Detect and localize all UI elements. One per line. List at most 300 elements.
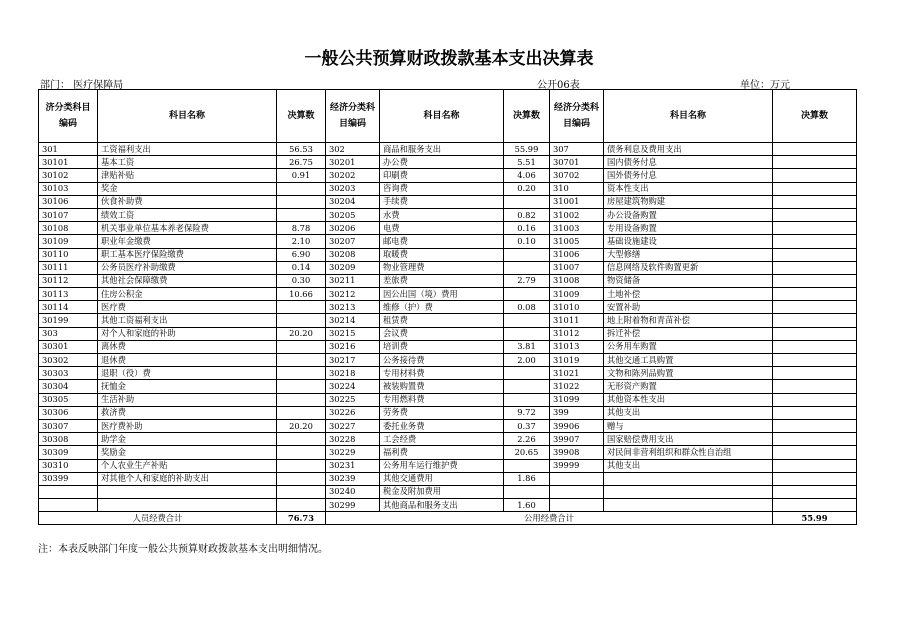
cell-amount-3 — [773, 222, 857, 235]
cell-name-3 — [604, 485, 773, 498]
personnel-total-value: 76.73 — [277, 512, 326, 525]
cell-code-1: 30301 — [39, 340, 98, 353]
cell-amount-3 — [773, 327, 857, 340]
cell-name-3: 安置补助 — [604, 301, 773, 314]
header-code-3: 经济分类科目编码 — [550, 90, 604, 143]
cell-code-3: 399 — [550, 406, 604, 419]
cell-name-2: 公务接待费 — [380, 354, 504, 367]
table-row — [39, 472, 857, 485]
cell-amount-1 — [277, 446, 326, 459]
cell-amount-3 — [773, 367, 857, 380]
cell-name-1: 救济费 — [98, 406, 277, 419]
cell-code-3: 30702 — [550, 169, 604, 182]
cell-code-1: 30108 — [39, 222, 98, 235]
cell-name-1: 伙食补助费 — [98, 195, 277, 208]
cell-code-1: 30308 — [39, 433, 98, 446]
cell-name-1: 退职（役）费 — [98, 367, 277, 380]
table-row — [39, 301, 857, 314]
cell-code-1: 30310 — [39, 459, 98, 472]
cell-amount-1 — [277, 406, 326, 419]
cell-amount-1: 56.53 — [277, 143, 326, 156]
cell-amount-2 — [504, 288, 550, 301]
cell-code-2: 30207 — [326, 235, 380, 248]
cell-name-2: 公务用车运行维护费 — [380, 459, 504, 472]
cell-code-3: 39999 — [550, 459, 604, 472]
public-total-label: 公用经费合计 — [326, 512, 773, 525]
cell-code-3: 310 — [550, 182, 604, 195]
cell-code-2: 30213 — [326, 301, 380, 314]
cell-amount-2: 5.51 — [504, 156, 550, 169]
cell-code-2: 30229 — [326, 446, 380, 459]
cell-amount-1 — [277, 195, 326, 208]
cell-amount-2: 4.06 — [504, 169, 550, 182]
cell-name-1: 退休费 — [98, 354, 277, 367]
cell-code-1 — [39, 499, 98, 512]
cell-code-3: 31005 — [550, 235, 604, 248]
table-note: 注：本表反映部门年度一般公共预算财政拨款基本支出明细情况。 — [38, 544, 328, 555]
header-code-1: 济分类科目编码 — [39, 90, 98, 143]
cell-amount-1 — [277, 472, 326, 485]
cell-code-1 — [39, 485, 98, 498]
cell-name-3 — [604, 472, 773, 485]
cell-code-1: 30106 — [39, 195, 98, 208]
cell-amount-2: 0.37 — [504, 419, 550, 432]
cell-name-3: 其他支出 — [604, 459, 773, 472]
cell-amount-2: 2.26 — [504, 433, 550, 446]
header-name-3: 科目名称 — [604, 90, 773, 143]
cell-name-1: 助学金 — [98, 433, 277, 446]
cell-code-2: 30231 — [326, 459, 380, 472]
cell-code-2: 30218 — [326, 367, 380, 380]
header-amount-2: 决算数 — [504, 90, 550, 143]
cell-code-2: 30212 — [326, 288, 380, 301]
cell-amount-3 — [773, 143, 857, 156]
header-row — [39, 90, 857, 143]
cell-code-1: 30306 — [39, 406, 98, 419]
cell-code-2: 30228 — [326, 433, 380, 446]
cell-amount-1 — [277, 314, 326, 327]
table-row — [39, 208, 857, 221]
table-row — [39, 274, 857, 287]
cell-code-2: 30216 — [326, 340, 380, 353]
cell-name-3: 国家赔偿费用支出 — [604, 433, 773, 446]
cell-amount-1 — [277, 485, 326, 498]
cell-amount-1: 8.78 — [277, 222, 326, 235]
page-title: 一般公共预算财政拨款基本支出决算表 — [304, 49, 594, 69]
cell-code-1: 301 — [39, 143, 98, 156]
cell-code-1: 30114 — [39, 301, 98, 314]
cell-code-1: 30113 — [39, 288, 98, 301]
cell-code-2: 30226 — [326, 406, 380, 419]
cell-amount-2: 0.82 — [504, 208, 550, 221]
cell-amount-1 — [277, 459, 326, 472]
cell-amount-2 — [504, 393, 550, 406]
cell-code-3: 30701 — [550, 156, 604, 169]
cell-name-3: 其他资本性支出 — [604, 393, 773, 406]
cell-code-2: 30239 — [326, 472, 380, 485]
cell-name-2: 其他交通费用 — [380, 472, 504, 485]
header-amount-1: 决算数 — [277, 90, 326, 143]
cell-name-2: 差旅费 — [380, 274, 504, 287]
cell-amount-3 — [773, 459, 857, 472]
table-row — [39, 499, 857, 512]
cell-name-2: 电费 — [380, 222, 504, 235]
cell-name-1: 抚恤金 — [98, 380, 277, 393]
cell-amount-3 — [773, 499, 857, 512]
cell-name-3: 其他支出 — [604, 406, 773, 419]
cell-name-3: 大型修缮 — [604, 248, 773, 261]
header-name-1: 科目名称 — [98, 90, 277, 143]
cell-name-3: 信息网络及软件购置更新 — [604, 261, 773, 274]
table-row — [39, 354, 857, 367]
cell-amount-2 — [504, 327, 550, 340]
cell-amount-1: 26.75 — [277, 156, 326, 169]
cell-amount-3 — [773, 446, 857, 459]
header-name-2: 科目名称 — [380, 90, 504, 143]
cell-name-1: 住房公积金 — [98, 288, 277, 301]
cell-code-2: 30240 — [326, 485, 380, 498]
cell-amount-2: 0.10 — [504, 235, 550, 248]
public-total-value: 55.99 — [773, 512, 857, 525]
cell-name-2: 邮电费 — [380, 235, 504, 248]
unit-label: 单位：万元 — [740, 80, 790, 91]
table-row — [39, 182, 857, 195]
cell-name-2: 咨询费 — [380, 182, 504, 195]
cell-amount-3 — [773, 288, 857, 301]
cell-amount-2: 0.20 — [504, 182, 550, 195]
cell-name-3 — [604, 499, 773, 512]
cell-code-1: 30103 — [39, 182, 98, 195]
cell-code-1: 30304 — [39, 380, 98, 393]
cell-name-1: 对个人和家庭的补助 — [98, 327, 277, 340]
cell-name-3: 公务用车购置 — [604, 340, 773, 353]
table-row — [39, 261, 857, 274]
cell-amount-1: 0.91 — [277, 169, 326, 182]
table-row — [39, 419, 857, 432]
cell-name-3: 债务利息及费用支出 — [604, 143, 773, 156]
cell-code-3: 31013 — [550, 340, 604, 353]
cell-name-2: 取暖费 — [380, 248, 504, 261]
cell-name-3: 赠与 — [604, 419, 773, 432]
cell-name-2: 委托业务费 — [380, 419, 504, 432]
table-row — [39, 327, 857, 340]
cell-name-1: 生活补助 — [98, 393, 277, 406]
cell-code-1: 30111 — [39, 261, 98, 274]
cell-name-2: 商品和服务支出 — [380, 143, 504, 156]
cell-code-3: 31009 — [550, 288, 604, 301]
cell-code-3 — [550, 472, 604, 485]
cell-amount-3 — [773, 485, 857, 498]
cell-name-3: 国内债务付息 — [604, 156, 773, 169]
table-row — [39, 156, 857, 169]
cell-code-3: 31011 — [550, 314, 604, 327]
cell-amount-1 — [277, 367, 326, 380]
cell-code-2: 30224 — [326, 380, 380, 393]
cell-code-3: 307 — [550, 143, 604, 156]
cell-name-1: 奖励金 — [98, 446, 277, 459]
cell-amount-1 — [277, 340, 326, 353]
cell-name-1: 绩效工资 — [98, 208, 277, 221]
cell-name-3: 无形资产购置 — [604, 380, 773, 393]
cell-amount-2: 20.65 — [504, 446, 550, 459]
cell-code-1: 30303 — [39, 367, 98, 380]
cell-name-1: 个人农业生产补贴 — [98, 459, 277, 472]
cell-code-3: 31002 — [550, 208, 604, 221]
table-row — [39, 169, 857, 182]
cell-code-2: 30299 — [326, 499, 380, 512]
cell-code-3: 31019 — [550, 354, 604, 367]
cell-amount-2: 2.79 — [504, 274, 550, 287]
cell-amount-3 — [773, 340, 857, 353]
cell-amount-1 — [277, 433, 326, 446]
cell-name-1: 对其他个人和家庭的补助支出 — [98, 472, 277, 485]
cell-name-3: 土地补偿 — [604, 288, 773, 301]
cell-name-3: 地上附着物和青苗补偿 — [604, 314, 773, 327]
cell-name-1: 离休费 — [98, 340, 277, 353]
cell-amount-3 — [773, 169, 857, 182]
cell-code-2: 30217 — [326, 354, 380, 367]
cell-amount-1 — [277, 499, 326, 512]
cell-amount-3 — [773, 433, 857, 446]
cell-amount-1: 20.20 — [277, 327, 326, 340]
cell-amount-3 — [773, 301, 857, 314]
cell-code-1: 30199 — [39, 314, 98, 327]
cell-code-3: 31022 — [550, 380, 604, 393]
cell-name-2: 手续费 — [380, 195, 504, 208]
cell-name-2: 水费 — [380, 208, 504, 221]
cell-amount-3 — [773, 261, 857, 274]
cell-amount-2 — [504, 195, 550, 208]
cell-code-1: 30112 — [39, 274, 98, 287]
cell-name-1: 医疗费补助 — [98, 419, 277, 432]
table-row — [39, 314, 857, 327]
cell-name-3: 物资储备 — [604, 274, 773, 287]
cell-code-2: 30204 — [326, 195, 380, 208]
cell-amount-2 — [504, 248, 550, 261]
cell-code-2: 30205 — [326, 208, 380, 221]
cell-name-2: 因公出国（境）费用 — [380, 288, 504, 301]
cell-name-2: 会议费 — [380, 327, 504, 340]
cell-code-2: 30201 — [326, 156, 380, 169]
cell-name-2: 被装购置费 — [380, 380, 504, 393]
cell-code-1: 30109 — [39, 235, 98, 248]
personnel-total-label: 人员经费合计 — [39, 512, 277, 525]
cell-code-3: 31021 — [550, 367, 604, 380]
cell-amount-3 — [773, 314, 857, 327]
cell-name-2: 福利费 — [380, 446, 504, 459]
cell-name-1: 职业年金缴费 — [98, 235, 277, 248]
cell-amount-3 — [773, 406, 857, 419]
cell-code-3: 31010 — [550, 301, 604, 314]
cell-code-2: 30215 — [326, 327, 380, 340]
table-row — [39, 406, 857, 419]
cell-code-3: 39906 — [550, 419, 604, 432]
cell-name-1: 医疗费 — [98, 301, 277, 314]
cell-amount-2 — [504, 367, 550, 380]
cell-code-3: 31099 — [550, 393, 604, 406]
table-row — [39, 367, 857, 380]
cell-code-3: 39907 — [550, 433, 604, 446]
cell-amount-2 — [504, 485, 550, 498]
cell-amount-1 — [277, 208, 326, 221]
cell-amount-2: 2.00 — [504, 354, 550, 367]
table-row — [39, 393, 857, 406]
cell-code-2: 30208 — [326, 248, 380, 261]
cell-amount-3 — [773, 235, 857, 248]
cell-code-2: 302 — [326, 143, 380, 156]
cell-amount-2: 0.16 — [504, 222, 550, 235]
cell-code-2: 30211 — [326, 274, 380, 287]
table-row — [39, 485, 857, 498]
cell-name-3: 专用设备购置 — [604, 222, 773, 235]
cell-name-3: 资本性支出 — [604, 182, 773, 195]
cell-name-3: 基础设施建设 — [604, 235, 773, 248]
cell-name-3: 对民间非营利组织和群众性自治组 — [604, 446, 773, 459]
cell-name-1: 公务员医疗补助缴费 — [98, 261, 277, 274]
table-row — [39, 446, 857, 459]
cell-code-2: 30225 — [326, 393, 380, 406]
cell-amount-2: 55.99 — [504, 143, 550, 156]
cell-amount-2: 0.08 — [504, 301, 550, 314]
table-row — [39, 222, 857, 235]
cell-amount-3 — [773, 380, 857, 393]
cell-name-1: 职工基本医疗保险缴费 — [98, 248, 277, 261]
cell-amount-1: 20.20 — [277, 419, 326, 432]
cell-amount-2: 1.60 — [504, 499, 550, 512]
cell-amount-3 — [773, 195, 857, 208]
cell-code-1: 30309 — [39, 446, 98, 459]
table-row — [39, 248, 857, 261]
cell-amount-2: 3.81 — [504, 340, 550, 353]
table-row — [39, 288, 857, 301]
cell-code-1: 30101 — [39, 156, 98, 169]
cell-name-2: 劳务费 — [380, 406, 504, 419]
cell-amount-1 — [277, 380, 326, 393]
expenditure-table — [38, 89, 857, 525]
cell-name-1: 津贴补贴 — [98, 169, 277, 182]
cell-code-2: 30214 — [326, 314, 380, 327]
cell-name-3: 办公设备购置 — [604, 208, 773, 221]
table-row — [39, 459, 857, 472]
cell-name-3: 国外债务付息 — [604, 169, 773, 182]
cell-code-1: 30107 — [39, 208, 98, 221]
table-row — [39, 143, 857, 156]
cell-amount-2: 9.72 — [504, 406, 550, 419]
cell-name-1: 其他社会保障缴费 — [98, 274, 277, 287]
cell-amount-3 — [773, 156, 857, 169]
cell-code-1: 30102 — [39, 169, 98, 182]
table-row — [39, 235, 857, 248]
cell-code-2: 30206 — [326, 222, 380, 235]
cell-code-3: 31003 — [550, 222, 604, 235]
cell-amount-2 — [504, 380, 550, 393]
cell-name-1 — [98, 485, 277, 498]
cell-amount-3 — [773, 248, 857, 261]
cell-name-2: 培训费 — [380, 340, 504, 353]
cell-amount-3 — [773, 472, 857, 485]
cell-amount-1: 2.10 — [277, 235, 326, 248]
cell-code-3: 39908 — [550, 446, 604, 459]
cell-name-1: 机关事业单位基本养老保险费 — [98, 222, 277, 235]
cell-name-3: 文物和陈列品购置 — [604, 367, 773, 380]
cell-amount-3 — [773, 182, 857, 195]
table-row — [39, 433, 857, 446]
cell-code-1: 30110 — [39, 248, 98, 261]
cell-amount-3 — [773, 393, 857, 406]
cell-amount-1: 6.90 — [277, 248, 326, 261]
cell-code-1: 30305 — [39, 393, 98, 406]
cell-amount-1 — [277, 182, 326, 195]
cell-name-1: 工资福利支出 — [98, 143, 277, 156]
cell-code-1: 30302 — [39, 354, 98, 367]
cell-name-3: 其他交通工具购置 — [604, 354, 773, 367]
cell-amount-2 — [504, 261, 550, 274]
table-row — [39, 380, 857, 393]
cell-code-3: 31001 — [550, 195, 604, 208]
cell-amount-3 — [773, 419, 857, 432]
cell-name-1: 其他工资福利支出 — [98, 314, 277, 327]
department-label: 部门： 医疗保障局 — [40, 80, 124, 91]
totals-row — [39, 512, 857, 525]
cell-amount-3 — [773, 208, 857, 221]
cell-code-2: 30203 — [326, 182, 380, 195]
cell-amount-2 — [504, 459, 550, 472]
cell-code-3 — [550, 485, 604, 498]
cell-name-1 — [98, 499, 277, 512]
cell-amount-1: 10.66 — [277, 288, 326, 301]
table-row — [39, 340, 857, 353]
cell-amount-1: 0.14 — [277, 261, 326, 274]
cell-name-2: 印刷费 — [380, 169, 504, 182]
cell-name-3: 房屋建筑物购建 — [604, 195, 773, 208]
cell-amount-1 — [277, 354, 326, 367]
cell-code-3: 31006 — [550, 248, 604, 261]
cell-amount-1 — [277, 393, 326, 406]
cell-code-2: 30209 — [326, 261, 380, 274]
header-amount-3: 决算数 — [773, 90, 857, 143]
cell-code-1: 303 — [39, 327, 98, 340]
cell-code-2: 30227 — [326, 419, 380, 432]
cell-code-1: 30307 — [39, 419, 98, 432]
cell-code-2: 30202 — [326, 169, 380, 182]
form-number: 公开06表 — [537, 80, 580, 91]
cell-amount-3 — [773, 274, 857, 287]
cell-name-2: 其他商品和服务支出 — [380, 499, 504, 512]
cell-amount-1: 0.30 — [277, 274, 326, 287]
cell-name-2: 税金及附加费用 — [380, 485, 504, 498]
cell-amount-2 — [504, 314, 550, 327]
cell-amount-3 — [773, 354, 857, 367]
cell-code-3 — [550, 499, 604, 512]
cell-name-1: 基本工资 — [98, 156, 277, 169]
header-code-2: 经济分类科目编码 — [326, 90, 380, 143]
cell-name-2: 专用燃料费 — [380, 393, 504, 406]
cell-name-1: 奖金 — [98, 182, 277, 195]
cell-amount-1 — [277, 301, 326, 314]
cell-name-2: 专用材料费 — [380, 367, 504, 380]
cell-name-2: 维修（护）费 — [380, 301, 504, 314]
cell-name-3: 拆迁补偿 — [604, 327, 773, 340]
cell-name-2: 租赁费 — [380, 314, 504, 327]
cell-code-1: 30399 — [39, 472, 98, 485]
cell-code-3: 31012 — [550, 327, 604, 340]
cell-code-3: 31008 — [550, 274, 604, 287]
table-row — [39, 195, 857, 208]
cell-amount-2: 1.86 — [504, 472, 550, 485]
table-body — [39, 143, 857, 512]
cell-name-2: 办公费 — [380, 156, 504, 169]
cell-name-2: 物业管理费 — [380, 261, 504, 274]
